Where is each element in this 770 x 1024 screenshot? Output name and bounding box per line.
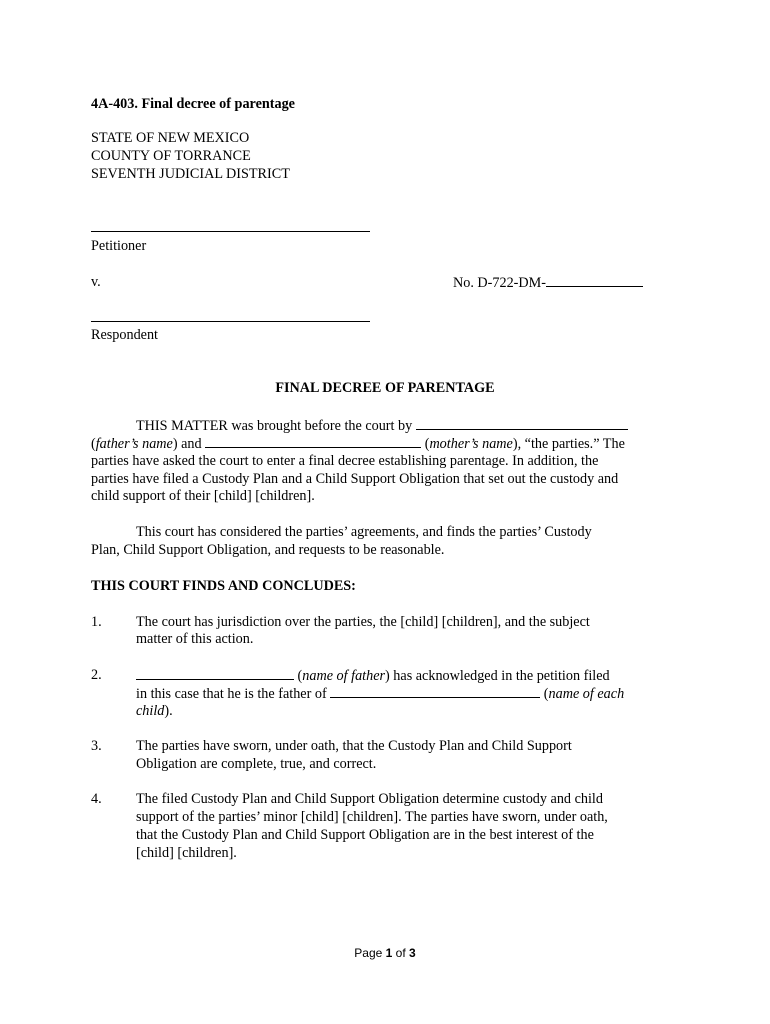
decree-title: FINAL DECREE OF PARENTAGE xyxy=(275,380,495,396)
findings-heading: THIS COURT FINDS AND CONCLUDES: xyxy=(91,578,356,594)
finding-2-line2-text: in this case that he is the father of xyxy=(136,686,327,702)
finding-1-line1: The court has jurisdiction over the parties, the [child] [children], and the subject xyxy=(136,614,590,630)
p1-line2: (father’s name) and (mother’s name), “the parties.” The xyxy=(91,436,625,452)
versus-label: v. xyxy=(91,274,101,290)
district-line: SEVENTH JUDICIAL DISTRICT xyxy=(91,166,290,182)
page-word: Page xyxy=(354,946,383,960)
finding-2-line1-text: ) has acknowledged in the petition filed xyxy=(385,668,610,684)
finding-3-number: 3. xyxy=(91,738,102,754)
finding-2-line1: (name of father) has acknowledged in the petition filed xyxy=(136,666,610,685)
party-filer-blank[interactable] xyxy=(416,416,628,430)
mother-name-hint: mother’s name xyxy=(429,436,513,452)
finding-2-line2: in this case that he is the father of (name of each xyxy=(136,686,625,702)
child-hint: child xyxy=(136,703,165,719)
p1-line1-text: THIS MATTER was brought before the court by xyxy=(136,418,413,434)
p1-line3: parties have asked the court to enter a final decree establishing parentage. In addition, the xyxy=(91,453,599,469)
form-title: 4A-403. Final decree of parentage xyxy=(91,96,295,112)
name-of-each-hint: name of each xyxy=(548,686,625,702)
finding-2-number: 2. xyxy=(91,667,102,683)
father-name-blank[interactable] xyxy=(136,666,294,680)
father-name-hint: father’s name xyxy=(95,436,173,452)
p1-line2-and: ) and xyxy=(172,436,202,452)
respondent-blank[interactable] xyxy=(91,321,370,322)
finding-2-line3 xyxy=(136,702,173,720)
finding-4-line2: support of the parties’ minor [child] [children]. The parties have sworn, under oath, xyxy=(136,809,608,825)
case-number-prefix: No. D-722-DM- xyxy=(453,275,546,291)
mother-name-blank[interactable] xyxy=(205,434,421,448)
respondent-label: Respondent xyxy=(91,327,158,343)
name-of-father-hint: name of father xyxy=(302,668,386,684)
state-line: STATE OF NEW MEXICO xyxy=(91,130,250,146)
case-number xyxy=(453,273,643,292)
finding-3-line1: The parties have sworn, under oath, that the Custody Plan and Child Support xyxy=(136,738,572,754)
finding-1-number: 1. xyxy=(91,614,102,630)
petitioner-label: Petitioner xyxy=(91,238,147,254)
page-footer xyxy=(0,944,770,962)
finding-4-number: 4. xyxy=(91,791,102,807)
of-word: of xyxy=(395,946,406,960)
p1-line4: parties have filed a Custody Plan and a Child Support Obligation that set out the custody and xyxy=(91,471,619,487)
p2-line2: Plan, Child Support Obligation, and requests to be reasonable. xyxy=(91,542,445,558)
p1-line2-parties: ), “the parties.” The xyxy=(512,436,625,452)
petitioner-blank[interactable] xyxy=(91,231,370,232)
finding-4-line1: The filed Custody Plan and Child Support Obligation determine custody and child xyxy=(136,791,603,807)
p1-line5: child support of their [child] [children]. xyxy=(91,488,315,504)
finding-3-line2: Obligation are complete, true, and correct. xyxy=(136,756,377,772)
county-line: COUNTY OF TORRANCE xyxy=(91,148,251,164)
case-number-blank[interactable] xyxy=(546,273,643,287)
p2-line1: This court has considered the parties’ agreements, and finds the parties’ Custody xyxy=(136,524,592,540)
child-name-blank[interactable] xyxy=(330,684,540,698)
page-total: 3 xyxy=(409,946,416,960)
finding-4-line3: that the Custody Plan and Child Support Obligation are in the best interest of the xyxy=(136,827,594,843)
finding-4-line4: [child] [children]. xyxy=(136,845,237,861)
page-current: 1 xyxy=(385,946,393,960)
finding-1-line2: matter of this action. xyxy=(136,631,254,647)
finding-2-line3-end: ). xyxy=(164,703,173,719)
p1-line1 xyxy=(136,416,628,435)
